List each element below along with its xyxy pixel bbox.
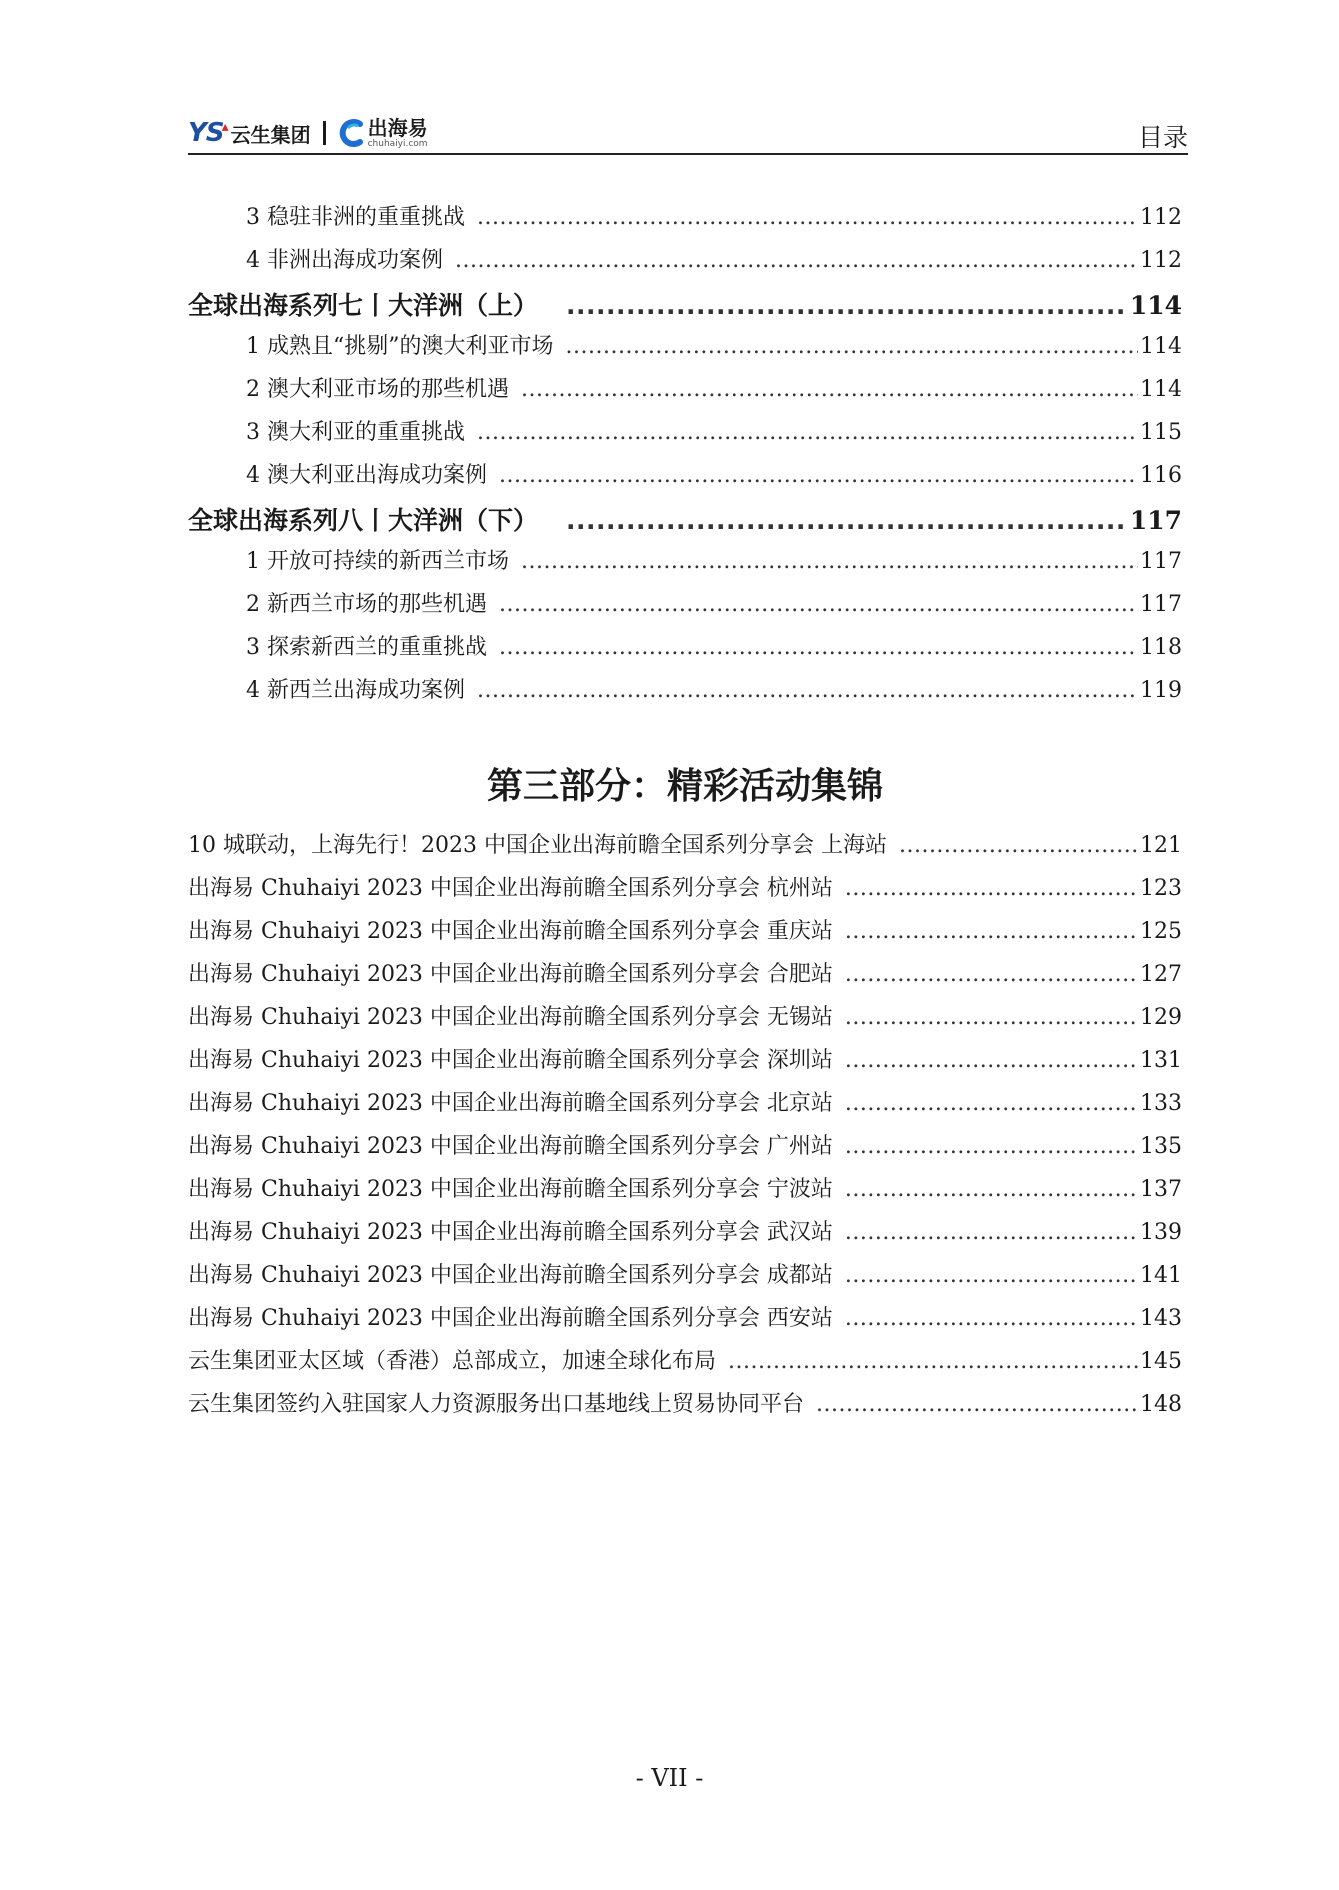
toc-entry[interactable]	[188, 630, 1182, 673]
page-number: - VII -	[635, 1764, 704, 1792]
toc-leader-dots	[845, 1263, 1138, 1288]
page-title: 目录	[1137, 123, 1188, 152]
toc-list-part1	[188, 200, 1182, 716]
toc-entry-page: 145	[1140, 1349, 1182, 1374]
toc-leader-dots	[477, 205, 1138, 230]
toc-leader-dots	[521, 377, 1138, 402]
logo-divider	[323, 121, 326, 145]
toc-entry-title: 3 稳驻非洲的重重挑战	[246, 205, 465, 230]
toc-entry-page: 123	[1140, 876, 1182, 901]
toc-entry[interactable]	[188, 871, 1182, 914]
toc-entry-title: 出海易 Chuhaiyi 2023 中国企业出海前瞻全国系列分享会 杭州站	[188, 876, 833, 901]
toc-entry-title: 出海易 Chuhaiyi 2023 中国企业出海前瞻全国系列分享会 重庆站	[188, 919, 833, 944]
toc-entry[interactable]	[188, 544, 1182, 587]
toc-entry-page: 117	[1129, 506, 1182, 535]
chuhaiyi-c-icon	[338, 118, 366, 148]
toc-entry[interactable]	[188, 1301, 1182, 1344]
chuhaiyi-logo	[338, 115, 428, 149]
toc-entry-title: 出海易 Chuhaiyi 2023 中国企业出海前瞻全国系列分享会 成都站	[188, 1263, 833, 1288]
ys-logo-accent: ▴	[221, 119, 229, 135]
toc-entry[interactable]	[188, 200, 1182, 243]
toc-leader-dots	[845, 876, 1138, 901]
toc-leader-dots	[566, 291, 1128, 320]
toc-entry-title: 出海易 Chuhaiyi 2023 中国企业出海前瞻全国系列分享会 北京站	[188, 1091, 833, 1116]
toc-entry[interactable]	[188, 372, 1182, 415]
toc-entry-page: 135	[1140, 1134, 1182, 1159]
toc-leader-dots	[499, 635, 1138, 660]
toc-entry-page: 137	[1140, 1177, 1182, 1202]
toc-entry-title: 4 澳大利亚出海成功案例	[246, 463, 487, 488]
chuhaiyi-name: 出海易	[367, 115, 428, 140]
ys-logo: YS	[188, 118, 224, 148]
header-logos	[188, 116, 428, 150]
toc-leader-dots	[845, 962, 1138, 987]
toc-entry-page: 119	[1140, 678, 1182, 703]
header-divider	[188, 153, 1188, 155]
toc-leader-dots	[845, 1306, 1138, 1331]
toc-entry-title: 出海易 Chuhaiyi 2023 中国企业出海前瞻全国系列分享会 武汉站	[188, 1220, 833, 1245]
toc-entry[interactable]	[188, 1043, 1182, 1086]
toc-entry-title: 2 澳大利亚市场的那些机遇	[246, 377, 509, 402]
toc-leader-dots	[477, 420, 1138, 445]
toc-entry-title: 出海易 Chuhaiyi 2023 中国企业出海前瞻全国系列分享会 合肥站	[188, 962, 833, 987]
toc-leader-dots	[845, 1220, 1138, 1245]
toc-entry[interactable]	[188, 1344, 1182, 1387]
toc-chapter-entry[interactable]	[188, 501, 1182, 544]
toc-leader-dots	[566, 334, 1139, 359]
toc-entry-title: 10 城联动，上海先行！2023 中国企业出海前瞻全国系列分享会 上海站	[188, 833, 887, 858]
toc-leader-dots	[845, 1048, 1138, 1073]
toc-entry[interactable]	[188, 243, 1182, 286]
toc-entry-page: 115	[1140, 420, 1182, 445]
toc-entry-title: 出海易 Chuhaiyi 2023 中国企业出海前瞻全国系列分享会 深圳站	[188, 1048, 833, 1073]
toc-entry-page: 143	[1140, 1306, 1182, 1331]
toc-entry[interactable]	[188, 1086, 1182, 1129]
toc-entry-title: 4 新西兰出海成功案例	[246, 678, 465, 703]
page-header	[188, 112, 1188, 154]
toc-entry-page: 112	[1140, 248, 1182, 273]
toc-entry-page: 118	[1140, 635, 1182, 660]
toc-leader-dots	[728, 1349, 1138, 1374]
toc-entry-page: 117	[1140, 549, 1182, 574]
toc-entry-page: 114	[1140, 377, 1182, 402]
toc-leader-dots	[845, 919, 1138, 944]
toc-entry[interactable]	[188, 1215, 1182, 1258]
toc-entry-page: 125	[1140, 919, 1182, 944]
toc-leader-dots	[499, 463, 1138, 488]
toc-entry-page: 114	[1140, 334, 1182, 359]
toc-entry[interactable]	[188, 828, 1182, 871]
toc-entry-page: 131	[1140, 1048, 1182, 1073]
toc-entry-title: 出海易 Chuhaiyi 2023 中国企业出海前瞻全国系列分享会 西安站	[188, 1306, 833, 1331]
toc-entry[interactable]	[188, 1000, 1182, 1043]
toc-entry-title: 3 探索新西兰的重重挑战	[246, 635, 487, 660]
toc-leader-dots	[816, 1392, 1138, 1417]
toc-entry[interactable]	[188, 957, 1182, 1000]
toc-leader-dots	[521, 549, 1138, 574]
toc-entry-page: 139	[1140, 1220, 1182, 1245]
toc-leader-dots	[499, 592, 1138, 617]
toc-chapter-entry[interactable]	[188, 286, 1182, 329]
toc-entry[interactable]	[188, 1129, 1182, 1172]
toc-leader-dots	[899, 833, 1138, 858]
toc-entry-page: 112	[1140, 205, 1182, 230]
toc-entry[interactable]	[188, 587, 1182, 630]
toc-entry-title: 1 成熟且“挑剔”的澳大利亚市场	[246, 334, 554, 359]
toc-leader-dots	[455, 248, 1138, 273]
toc-entry-title: 云生集团签约入驻国家人力资源服务出口基地线上贸易协同平台	[188, 1392, 805, 1417]
toc-entry[interactable]	[188, 329, 1182, 372]
toc-entry-title: 出海易 Chuhaiyi 2023 中国企业出海前瞻全国系列分享会 宁波站	[188, 1177, 833, 1202]
toc-entry-title: 2 新西兰市场的那些机遇	[246, 592, 487, 617]
toc-list-part3	[188, 828, 1182, 1430]
toc-entry[interactable]	[188, 1258, 1182, 1301]
toc-entry-title: 云生集团亚太区域（香港）总部成立，加速全球化布局	[188, 1349, 717, 1374]
toc-entry[interactable]	[188, 458, 1182, 501]
toc-entry-page: 129	[1140, 1005, 1182, 1030]
toc-entry[interactable]	[188, 914, 1182, 957]
toc-leader-dots	[845, 1091, 1138, 1116]
toc-entry[interactable]	[188, 1387, 1182, 1430]
toc-entry-page: 117	[1140, 592, 1182, 617]
toc-entry-title: 出海易 Chuhaiyi 2023 中国企业出海前瞻全国系列分享会 无锡站	[188, 1005, 833, 1030]
chuhaiyi-url: chuhaiyi.com	[367, 138, 428, 149]
toc-entry[interactable]	[188, 1172, 1182, 1215]
toc-entry-title: 全球出海系列八丨大洋洲（下）	[188, 506, 539, 535]
toc-leader-dots	[845, 1005, 1138, 1030]
toc-leader-dots	[477, 678, 1138, 703]
toc-entry-page: 141	[1140, 1263, 1182, 1288]
toc-leader-dots	[845, 1134, 1138, 1159]
toc-entry-page: 148	[1140, 1392, 1182, 1417]
toc-entry-page: 116	[1140, 463, 1182, 488]
toc-entry-title: 1 开放可持续的新西兰市场	[246, 549, 509, 574]
toc-entry-page: 127	[1140, 962, 1182, 987]
toc-entry-page: 121	[1140, 833, 1182, 858]
company-name: 云生集团	[230, 122, 311, 147]
toc-leader-dots	[566, 506, 1128, 535]
toc-leader-dots	[845, 1177, 1138, 1202]
toc-entry-title: 4 非洲出海成功案例	[246, 248, 443, 273]
toc-entry[interactable]	[188, 415, 1182, 458]
toc-entry[interactable]	[188, 673, 1182, 716]
toc-entry-title: 出海易 Chuhaiyi 2023 中国企业出海前瞻全国系列分享会 广州站	[188, 1134, 833, 1159]
toc-entry-page: 133	[1140, 1091, 1182, 1116]
toc-entry-title: 全球出海系列七丨大洋洲（上）	[188, 291, 539, 320]
section-title: 第三部分：精彩活动集锦	[486, 766, 883, 807]
toc-entry-page: 114	[1129, 291, 1182, 320]
toc-entry-title: 3 澳大利亚的重重挑战	[246, 420, 465, 445]
